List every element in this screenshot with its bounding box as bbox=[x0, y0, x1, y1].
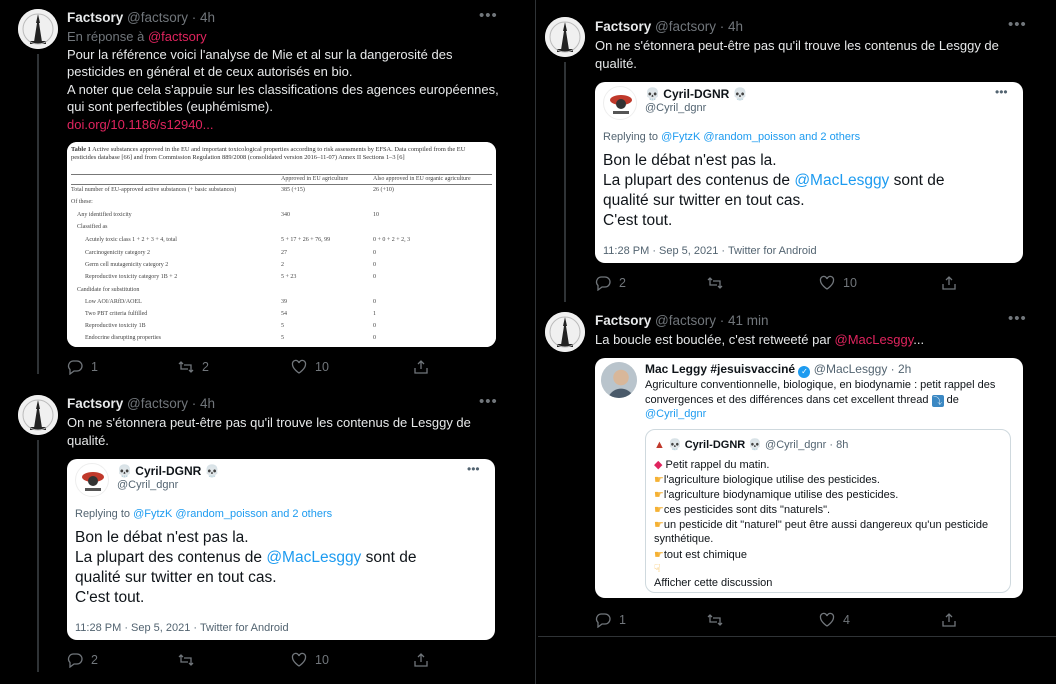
table-cell: 10 bbox=[373, 212, 379, 218]
tweet-factsory-retweeted[interactable]: Factsory @factsory · 41 min ••• La boucle est bouclée, c'est retweeté par @MacLesggy... Mac Leggy #jesuisvacciné ✓ @MacLesggy · 2h Agriculture conventionnelle, biologique, en biodynamie : petit rappel des convergences et des différences dans cet excellent thread ⤵ de @Cyril_dgnr ▲ 💀 Cyril-DGNR 💀 @Cyril_dgnr · 8h ◆ Petit rappel du matin. ☛l'agriculture biologique utilise des pesticides. ☛l'agriculture biodynamique utilise des pesticides. ☛ces pesticides sont dits "naturels". ☛un pesticide dit "naturel" peut être aussi dangereux qu'un pesticide synthétique. ☛tout est chimique ☟ Afficher cette discussion 1 4 bbox=[536, 304, 1056, 634]
skull-logo-icon bbox=[604, 87, 637, 120]
more-options-icon[interactable]: ••• bbox=[1008, 16, 1027, 33]
reply-button[interactable]: 2 bbox=[67, 652, 98, 668]
tweet-factsory-reference[interactable] bbox=[0, 0, 536, 385]
tweet-text-line: qui sont perfectibles (euphémisme). bbox=[67, 99, 273, 114]
more-options-icon[interactable]: ••• bbox=[1008, 310, 1027, 327]
more-options-icon[interactable]: ••• bbox=[479, 393, 498, 410]
reply-button[interactable]: 1 bbox=[67, 359, 98, 375]
reply-context: En réponse à @factsory bbox=[67, 29, 207, 44]
tweet-time[interactable]: · 4h bbox=[191, 396, 216, 411]
retweet-button[interactable] bbox=[707, 612, 723, 628]
arrow-down-icon: ⤵ bbox=[933, 395, 943, 406]
table-cell: 0 bbox=[373, 335, 376, 341]
author-handle[interactable]: @factsory bbox=[655, 313, 717, 328]
tweet-text: La boucle est bouclée, c'est retweeté par bbox=[595, 332, 835, 347]
like-button[interactable]: 10 bbox=[819, 275, 857, 291]
skull-logo-icon bbox=[76, 464, 109, 497]
pointing-hand-icon: ☛ bbox=[654, 549, 664, 561]
table-cell: Total number of EU-approved active substances (+ basic substances) bbox=[71, 187, 237, 193]
cyril-handle: @Cyril_dgnr bbox=[645, 102, 707, 114]
mention-link[interactable]: @MacLesggy bbox=[834, 332, 914, 347]
table-cell: 1 bbox=[373, 311, 376, 317]
reply-icon bbox=[595, 612, 611, 628]
author-handle[interactable]: @factsory bbox=[127, 10, 189, 25]
table-cell: 0 bbox=[373, 250, 376, 256]
more-options-icon: ••• bbox=[995, 85, 1008, 99]
tweet-time[interactable]: · 4h bbox=[719, 19, 744, 34]
factsory-logo-icon bbox=[545, 312, 585, 352]
retweet-icon bbox=[707, 612, 723, 628]
author-name[interactable]: Factsory bbox=[67, 396, 124, 411]
more-options-icon[interactable]: ••• bbox=[479, 7, 498, 24]
share-icon bbox=[413, 359, 429, 375]
table-cell: Candidate for substitution bbox=[77, 287, 140, 293]
tweet-text-line: On ne s'étonnera peut-être pas qu'il trouve les contenus de Lesggy de bbox=[595, 38, 999, 53]
right-timeline-panel bbox=[536, 0, 1056, 684]
tweet-actions bbox=[595, 275, 1035, 293]
author-name[interactable]: Factsory bbox=[595, 19, 652, 34]
cyril-tweet-meta: 11:28 PM · Sep 5, 2021 · Twitter for Android bbox=[603, 245, 817, 257]
retweet-icon bbox=[178, 652, 194, 668]
table-cell: 5 + 23 bbox=[281, 274, 297, 280]
cyril-avatar bbox=[603, 86, 637, 120]
table-cell: 0 bbox=[373, 299, 376, 305]
avatar[interactable] bbox=[545, 17, 585, 57]
table-cell: Classified as bbox=[77, 224, 108, 230]
table-cell: 39 bbox=[281, 299, 287, 305]
heart-icon bbox=[819, 612, 835, 628]
table-cell: Of these: bbox=[71, 199, 93, 205]
tweet-factsory-lesggy[interactable] bbox=[0, 388, 536, 678]
author-name[interactable]: Factsory bbox=[67, 10, 124, 25]
quoted-tweet[interactable] bbox=[595, 358, 1023, 598]
cyril-tweet-text: Bon le débat n'est pas la. La plupart des contenus de @MacLesggy sont de qualité sur twitter en tout cas. C'est tout. bbox=[603, 152, 945, 229]
table-caption: Table 1 Active substances approved in the EU and important toxicological properties according to risk assessments by EFSA. Data compiled from the EU pesticides database [66] and from Commission Regulation 889/2008 (consolidated version 2016–11-07) Annex II Sections 1–3 [6] bbox=[71, 146, 466, 161]
share-button[interactable] bbox=[941, 275, 957, 291]
table-cell: 27 bbox=[281, 250, 287, 256]
tweet-image-table[interactable] bbox=[67, 142, 496, 347]
cyril-tweet-meta: 11:28 PM · Sep 5, 2021 · Twitter for Android bbox=[75, 622, 289, 634]
tweet-image-screenshot[interactable] bbox=[67, 459, 495, 640]
retweet-button[interactable] bbox=[178, 652, 202, 668]
tweet-text-line: On ne s'étonnera peut-être pas qu'il trouve les contenus de Lesggy de bbox=[67, 415, 471, 430]
table-col-header: Also approved in EU organic agriculture bbox=[373, 176, 471, 182]
pointing-hand-icon: ☛ bbox=[654, 519, 664, 531]
pointing-down-icon: ☟ bbox=[654, 563, 661, 575]
avatar[interactable] bbox=[545, 312, 585, 352]
nested-quoted-tweet[interactable]: ▲ 💀 Cyril-DGNR 💀 @Cyril_dgnr · 8h ◆ Petit rappel du matin. ☛l'agriculture biologique utilise des pesticides. ☛l'agriculture biodynamique utilise des pesticides. ☛ces pesticides sont dits "naturels". ☛un pesticide dit "naturel" peut être aussi dangereux qu'un pesticide synthétique. ☛tout est chimique ☟ Afficher cette discussion bbox=[645, 429, 1011, 593]
skull-logo-icon: ▲ bbox=[654, 439, 665, 451]
tweet-actions bbox=[67, 652, 507, 670]
tweet-text-line: pesticides en général et de ceux autorisés en bio. bbox=[67, 64, 353, 79]
table-cell: Low AOI/ARfD/AOEL bbox=[85, 299, 142, 305]
reply-to-mention[interactable]: @factsory bbox=[147, 29, 207, 44]
retweet-button[interactable] bbox=[707, 275, 723, 291]
thread-connector bbox=[564, 62, 566, 302]
avatar[interactable] bbox=[18, 9, 58, 49]
heart-icon bbox=[291, 652, 307, 668]
tweet-actions bbox=[595, 612, 1035, 630]
replying-to: Replying to @FytzK @random_poisson and 2 others bbox=[75, 508, 333, 520]
like-button[interactable]: 10 bbox=[291, 652, 329, 668]
thread-connector bbox=[37, 54, 39, 374]
table-cell: Any identified toxicity bbox=[77, 212, 132, 218]
retweet-icon bbox=[707, 275, 723, 291]
tweet-text-line: Pour la référence voici l'analyse de Mie et al sur la dangerosité des bbox=[67, 46, 453, 62]
table-cell: 340 bbox=[281, 212, 290, 218]
tweet-image-screenshot[interactable] bbox=[595, 82, 1023, 263]
heart-icon bbox=[819, 275, 835, 291]
quote-author: Mac Leggy #jesuisvacciné ✓ @MacLesggy · 2h bbox=[645, 362, 912, 376]
author-name[interactable]: Factsory bbox=[595, 313, 652, 328]
table-cell: Endocrine disrupting properties bbox=[85, 335, 161, 341]
table-cell: 0 + 0 + 2 + 2, 3 bbox=[373, 237, 411, 243]
nested-author: ▲ 💀 Cyril-DGNR 💀 @Cyril_dgnr · 8h bbox=[654, 439, 849, 451]
cyril-avatar bbox=[75, 463, 109, 497]
factsory-logo-icon bbox=[18, 395, 58, 435]
more-options-icon: ••• bbox=[467, 462, 480, 476]
pointing-hand-icon: ☛ bbox=[654, 474, 664, 486]
reply-icon bbox=[67, 652, 83, 668]
reply-icon bbox=[595, 275, 611, 291]
tweet-time[interactable]: · 4h bbox=[191, 10, 216, 25]
table-cell: 26 (+10) bbox=[373, 187, 394, 193]
tweet-text-line: qualité. bbox=[595, 55, 637, 71]
divider bbox=[538, 636, 1056, 637]
tweet-time[interactable]: · 41 min bbox=[719, 313, 769, 328]
factsory-logo-icon bbox=[545, 17, 585, 57]
table-cell: 385 (+15) bbox=[281, 187, 305, 193]
table-cell: 5 bbox=[281, 335, 284, 341]
pointing-hand-icon: ☛ bbox=[654, 504, 664, 516]
table-cell: 5 + 17 + 26 + 76, 99 bbox=[281, 237, 331, 243]
show-thread-link[interactable]: Afficher cette discussion bbox=[654, 577, 773, 589]
table-cell: Two PBT criteria fulfilled bbox=[85, 311, 148, 317]
table-cell: 2 bbox=[281, 262, 284, 268]
table-cell: Reproductive toxicity 1B bbox=[85, 323, 146, 329]
verified-badge-icon: ✓ bbox=[798, 366, 810, 378]
author-handle[interactable]: @factsory bbox=[655, 19, 717, 34]
tweet-text-line: A noter que cela s'appuie sur les classifications des agences européennes, bbox=[67, 81, 499, 97]
like-button[interactable]: 4 bbox=[819, 612, 850, 628]
table-cell: 5 bbox=[281, 323, 284, 329]
share-button[interactable] bbox=[413, 652, 429, 668]
table-cell: Acutely toxic class 1 + 2 + 3 + 4, total bbox=[85, 237, 177, 243]
doi-link[interactable]: doi.org/10.1186/s12940... bbox=[67, 116, 214, 132]
cyril-handle: @Cyril_dgnr bbox=[117, 479, 179, 491]
cyril-tweet-text: Bon le débat n'est pas la. La plupart des contenus de @MacLesggy sont de qualité sur twitter en tout cas. C'est tout. bbox=[75, 529, 417, 606]
like-button[interactable]: 10 bbox=[291, 359, 329, 375]
author-handle[interactable]: @factsory bbox=[127, 396, 189, 411]
tweet-text-line: qualité. bbox=[67, 432, 109, 448]
cyril-name: 💀 Cyril-DGNR 💀 bbox=[645, 87, 748, 101]
share-icon bbox=[941, 275, 957, 291]
thread-connector bbox=[37, 440, 39, 672]
person-photo-icon bbox=[601, 362, 637, 398]
pointing-hand-icon: ☛ bbox=[654, 489, 664, 501]
table-cell: Germ cell mutagenicity category 2 bbox=[85, 262, 169, 268]
tweet-factsory-lesggy-right[interactable] bbox=[536, 10, 1056, 300]
tweet-actions bbox=[67, 359, 507, 377]
share-button[interactable] bbox=[941, 612, 957, 628]
table-cell: 0 bbox=[373, 262, 376, 268]
cyril-name: 💀 Cyril-DGNR 💀 bbox=[117, 464, 220, 478]
table-cell: 0 bbox=[373, 323, 376, 329]
share-button[interactable] bbox=[413, 359, 429, 375]
table-cell: 54 bbox=[281, 311, 287, 317]
macleggy-avatar bbox=[601, 362, 637, 398]
table-cell: 0 bbox=[373, 274, 376, 280]
avatar[interactable] bbox=[18, 395, 58, 435]
replying-to: Replying to @FytzK @random_poisson and 2 others bbox=[603, 131, 861, 143]
reply-button[interactable]: 2 bbox=[595, 275, 626, 291]
reply-icon bbox=[67, 359, 83, 375]
retweet-icon bbox=[178, 359, 194, 375]
share-icon bbox=[941, 612, 957, 628]
share-icon bbox=[413, 652, 429, 668]
siren-icon: ◆ bbox=[654, 459, 663, 471]
factsory-logo-icon bbox=[18, 9, 58, 49]
table-col-header: Approved in EU agriculture bbox=[281, 176, 349, 182]
reply-button[interactable]: 1 bbox=[595, 612, 626, 628]
quote-text: Agriculture conventionnelle, biologique, en biodynamie : petit rappel des convergences et des différences dans cet excellent thread ⤵ de @Cyril_dgnr bbox=[645, 379, 996, 420]
heart-icon bbox=[291, 359, 307, 375]
retweet-button[interactable]: 2 bbox=[178, 359, 209, 375]
table-cell: Reproductive toxicity category 1B + 2 bbox=[85, 274, 178, 280]
table-cell: Carcinogenicity category 2 bbox=[85, 250, 150, 256]
